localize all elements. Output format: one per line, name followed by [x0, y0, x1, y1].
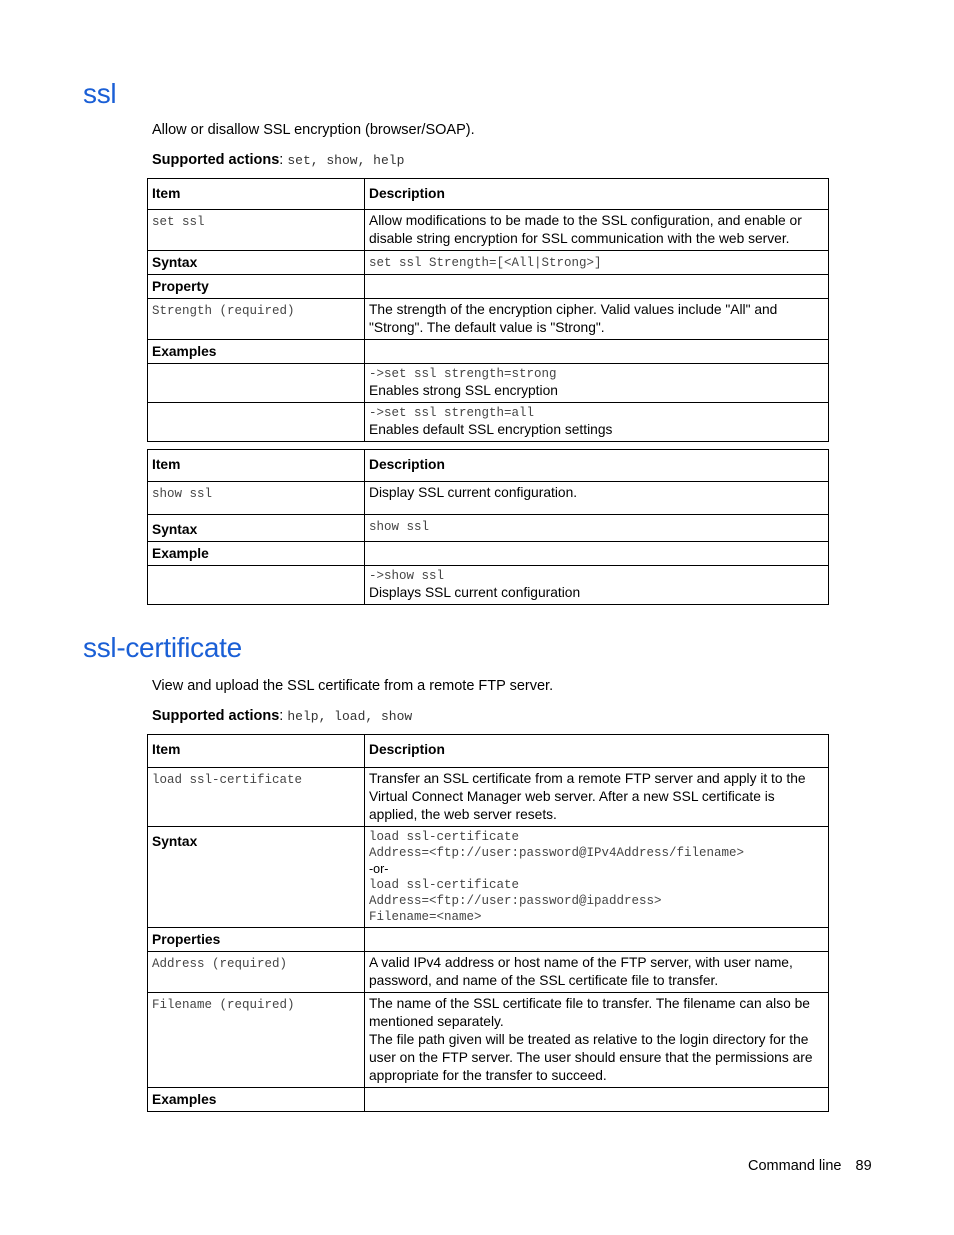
table-cell: [365, 1088, 829, 1112]
ssl-set-table: [147, 178, 829, 442]
property-name: Address (required): [152, 957, 288, 971]
table-cell: [365, 827, 829, 928]
col-header-description: Description: [365, 450, 829, 482]
table-cell: Transfer an SSL certificate from a remote FTP server and apply it to the Virtual Connect Manager web server. After a new SSL certificate is applied, the web server resets.: [365, 768, 829, 827]
section-heading-ssl-certificate: ssl-certificate: [83, 632, 242, 663]
syntax-label: Syntax: [148, 827, 365, 928]
example-command: ->show ssl: [369, 569, 445, 583]
command-text: set ssl: [152, 215, 205, 229]
syntax-text: show ssl: [369, 520, 430, 534]
syntax-label: Syntax: [148, 251, 365, 275]
examples-label: Examples: [148, 1088, 365, 1112]
property-description: The file path given will be treated as relative to the login directory for the user on the FTP server. The user should ensure that the permissions are appropriate for the transfer to succeed.: [369, 1032, 813, 1083]
table-cell: [148, 299, 365, 340]
col-header-description: Description: [365, 179, 829, 210]
supported-actions-sep: :: [279, 152, 288, 168]
page-number: 89: [855, 1158, 872, 1174]
syntax-text: set ssl Strength=[<All|Strong>]: [369, 256, 602, 270]
ssl-intro: Allow or disallow SSL encryption (browser/SOAP).: [152, 122, 475, 138]
property-description: The name of the SSL certificate file to transfer. The filename can also be mentioned separately.: [369, 996, 810, 1029]
table-cell: [365, 275, 829, 299]
syntax-line: load ssl-certificate: [369, 878, 520, 892]
table-cell: [365, 340, 829, 364]
example-command: ->set ssl strength=all: [369, 406, 535, 420]
supported-actions-sep: :: [279, 708, 288, 724]
properties-label: Properties: [148, 928, 365, 952]
property-name: Strength (required): [152, 304, 295, 318]
table-cell: [365, 928, 829, 952]
table-cell: [365, 251, 829, 275]
table-cell: [365, 364, 829, 403]
ssl-show-table: [147, 449, 829, 605]
supported-actions-label: Supported actions: [152, 708, 280, 724]
table-cell: [365, 993, 829, 1088]
col-header-item: Item: [148, 450, 365, 482]
table-cell: [365, 515, 829, 542]
col-header-item: Item: [148, 179, 365, 210]
syntax-line: Address=<ftp://user:password@ipaddress>: [369, 894, 662, 908]
command-text: show ssl: [152, 487, 213, 501]
syntax-line: load ssl-certificate: [369, 830, 520, 844]
table-cell: [148, 482, 365, 515]
supported-actions-values: help, load, show: [287, 709, 413, 724]
table-cell: Allow modifications to be made to the SSL configuration, and enable or disable string encryption for SSL communication with the web server.: [365, 210, 829, 251]
syntax-or: -or-: [369, 862, 389, 876]
table-cell: [365, 542, 829, 566]
ssl-supported-actions: [152, 152, 404, 168]
footer-section-title: Command line: [748, 1158, 842, 1174]
table-cell: Display SSL current configuration.: [365, 482, 829, 515]
table-cell: [148, 768, 365, 827]
table-cell: [148, 952, 365, 993]
example-description: Enables default SSL encryption settings: [369, 422, 613, 437]
table-cell: [148, 566, 365, 605]
example-description: Enables strong SSL encryption: [369, 383, 558, 398]
col-header-description: Description: [365, 735, 829, 768]
table-cell: [365, 566, 829, 605]
example-command: ->set ssl strength=strong: [369, 367, 557, 381]
property-label: Property: [148, 275, 365, 299]
section-heading-ssl: ssl: [83, 78, 117, 109]
table-cell: [365, 403, 829, 442]
supported-actions-label: Supported actions: [152, 152, 280, 168]
example-description: Displays SSL current configuration: [369, 585, 581, 600]
table-cell: [148, 993, 365, 1088]
page-footer: [748, 1158, 872, 1174]
supported-actions-values: set, show, help: [287, 153, 405, 168]
syntax-line: Filename=<name>: [369, 910, 482, 924]
table-cell: A valid IPv4 address or host name of the FTP server, with user name, password, and name of the SSL certificate file to transfer.: [365, 952, 829, 993]
sslcert-supported-actions: [152, 708, 412, 724]
sslcert-table: [147, 734, 829, 1112]
col-header-item: Item: [148, 735, 365, 768]
table-cell: [148, 364, 365, 403]
table-cell: [148, 210, 365, 251]
sslcert-intro: View and upload the SSL certificate from a remote FTP server.: [152, 678, 554, 694]
syntax-label: Syntax: [148, 515, 365, 542]
example-label: Example: [148, 542, 365, 566]
property-name: Filename (required): [152, 998, 295, 1012]
examples-label: Examples: [148, 340, 365, 364]
table-cell: The strength of the encryption cipher. Valid values include "All" and "Strong". The default value is "Strong".: [365, 299, 829, 340]
command-text: load ssl-certificate: [152, 773, 303, 787]
table-cell: [148, 403, 365, 442]
syntax-line: Address=<ftp://user:password@IPv4Address/filename>: [369, 846, 745, 860]
